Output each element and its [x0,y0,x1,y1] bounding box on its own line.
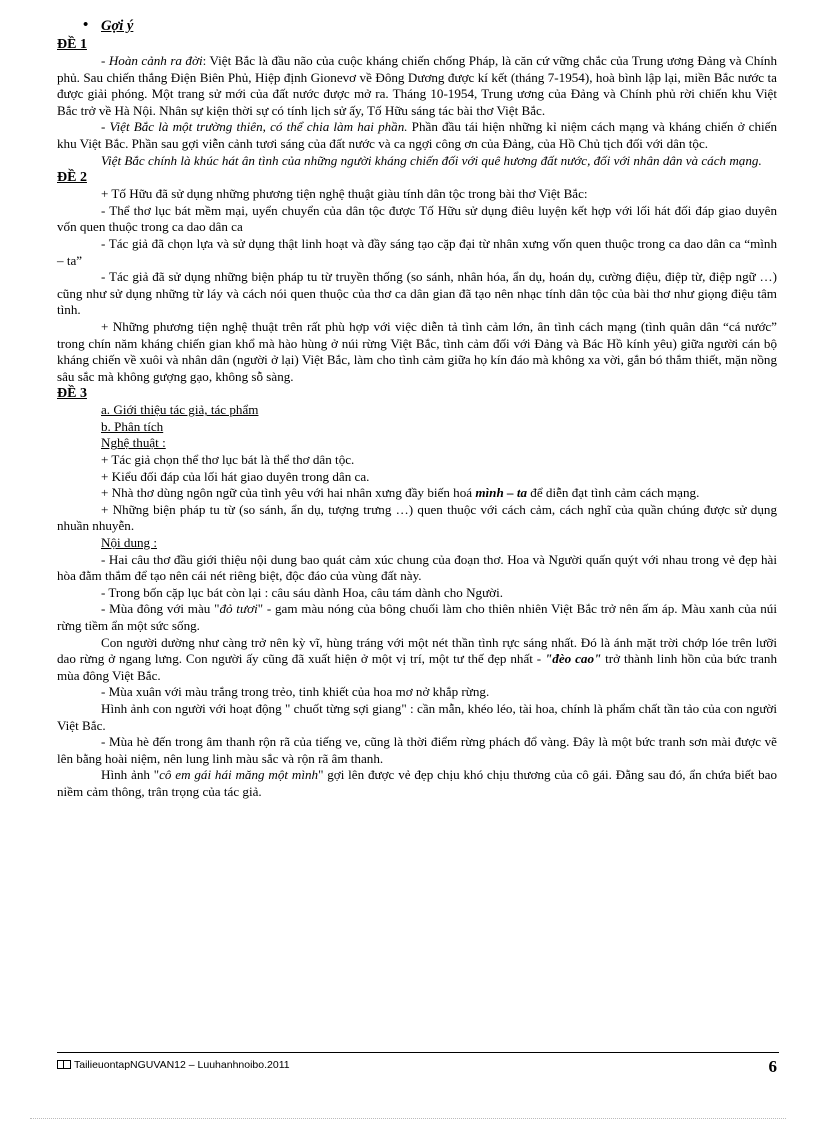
de3-nt-3: + Nhà thơ dùng ngôn ngữ của tình yêu với hai nhân xưng đầy biến hoá mình – ta để diễn đạt tình cảm cách mạng. [101,485,700,501]
de2-paragraph-2: - Thể thơ lục bát mềm mại, uyển chuyển của dân tộc được Tố Hữu sử dụng điêu luyện kết hợp với lối hát đối đáp giao duyên vốn quen thuộc trong ca dao dân ca [57,202,777,235]
de1-paragraph-1: - Hoàn cảnh ra đời: Việt Bắc là đầu não của cuộc kháng chiến chống Pháp, là căn cứ vững chắc của Trung ương Đảng và Chính phủ. Sau chiến thắng Điện Biên Phủ, Hiệp định Gionevơ về Đông Dương được kí kết (tháng 7-1954), hoà bình lập lại, miền Bắc nước ta được giải phóng. Một trang sử mới của đất nước được mở ra. Tháng 10-1954, Trung ương của Đảng và Chính phủ rời chiến khu Việt Bắc trở về Hà Nội. Nhân sự kiện thời sự có tính lịch sử ấy, Tố Hữu sáng tác bài thơ Việt Bắc. [57,53,777,118]
de3-nd-5: - Mùa xuân với màu trắng trong trẻo, tinh khiết của hoa mơ nở khắp rừng. [101,684,490,700]
de3-subheading-nghe-thuat: Nghệ thuật : [101,435,166,451]
de3-nt-4: + Những biện pháp tu từ (so sánh, ẩn dụ, tượng trưng …) quen thuộc với cách cảm, cách nghĩ của quần chúng được sử dụng nhuần nhuyễn. [57,501,777,534]
de3-item-b: b. Phân tích [101,418,164,434]
de3-nt-1: + Tác giả chọn thể thơ lục bát là thể thơ dân tộc. [101,452,355,468]
de3-nd-6: Hình ảnh con người với hoạt động " chuốt từng sợi giang" : cần mẫn, khéo léo, tài hoa, chính là phẩm chất tần tảo của con người Việt Bắc. [57,700,777,733]
de2-paragraph-1: + Tố Hữu đã sử dụng những phương tiện nghệ thuật giàu tính dân tộc trong bài thơ Việt Bắc: [101,186,588,202]
page-footer [57,1052,779,1083]
section-title-de3: ĐỀ 3 [57,386,87,402]
de3-nt-2: + Kiểu đối đáp của lối hát giao duyên trong dân ca. [101,468,370,484]
section-title-de1: ĐỀ 1 [57,37,87,52]
de3-nd-7: - Mùa hè đến trong âm thanh rộn rã của tiếng ve, cũng là thời điểm rừng phách đổ vàng. Đây là một bức tranh sơn mài được vẽ lên bằng hoài niệm, nên lung linh màu sắc và rộn rã âm thanh. [57,734,777,766]
de3-nd-3: - Mùa đông với màu "đỏ tươi" - gam màu nóng của bông chuối làm cho thiên nhiên Việt Bắc trở nên ấm áp. Màu xanh của núi rừng tiềm ẩn một sức sống. [57,601,777,633]
de3-subheading-noi-dung: Nội dung : [101,535,158,551]
de1-paragraph-3: Việt Bắc chính là khúc hát ân tình của những người kháng chiến đối với quê hương đất nước, đối với nhân dân và cách mạng. [101,152,762,168]
page-number: 6 [768,1057,777,1076]
de3-nd-4: Con người dường như càng trở nên kỳ vĩ, hùng tráng với một nét thần tình rực sáng nhất. Đó là ánh mặt trời chớp lóe trên lưỡi dao rừng ở ngang lưng. Con người ấy cũng đã xuất hiện ở một vị trí, một tư thế đẹp nhất - "đèo cao" trở thành linh hồn của bức tranh mùa đông Việt Bắc. [57,634,777,683]
document-page [57,18,777,801]
book-icon [57,1060,71,1069]
de3-nd-1: - Hai câu thơ đầu giới thiệu nội dung bao quát cảm xúc chung của đoạn thơ. Hoa và Người quấn quýt với nhau trong vẻ đẹp hài hòa đằm thắm để tạo nên cái nét riêng biệt, độc đáo của vùng đất này. [57,551,777,584]
de1-paragraph-2: - Việt Bắc là một trường thiên, có thể chia làm hai phần. Phần đầu tái hiện những kỉ niệm cách mạng và kháng chiến ở chiến khu Việt Bắc. Phần sau gợi viễn cảnh tươi sáng của đất nước và ca ngợi công ơn của Đảng, của Hồ Chủ tịch đối với dân tộc. [57,119,777,151]
de3-nd-8: Hình ảnh "cô em gái hái măng một mình" gợi lên được vẻ đẹp chịu khó chịu thương của cô gái. Đằng sau đó, ẩn chứa biết bao niềm cảm thông, trân trọng của tác giả. [57,767,777,799]
de2-paragraph-3: - Tác giả đã chọn lựa và sử dụng thật linh hoạt và đầy sáng tạo cặp đại từ nhân xưng vốn quen thuộc trong ca dao dân ca “mình – ta” [57,235,777,268]
de3-item-a: a. Giới thiệu tác giả, tác phẩm [101,402,259,418]
page-bottom-divider [30,1118,786,1119]
de3-nd-2: - Trong bốn cặp lục bát còn lại : câu sáu dành Hoa, câu tám dành cho Người. [101,584,504,600]
section-title-de2: ĐỀ 2 [57,170,87,186]
de2-paragraph-5: + Những phương tiện nghệ thuật trên rất phù hợp với việc diễn tả tình cảm lớn, ân tình cách mạng (tình quân dân “cá nước” trong chín năm kháng chiến gian khổ mà hào hùng ở núi rừng Việt Bắc, tình cảm đối với Đảng và Bác Hồ kính yêu) giữa người cán bộ kháng chiến về xuôi và nhân dân (người ở lại) Việt Bắc, làm cho tình cảm giữa họ kín đáo mà không xa vời, gắn bó thắm thiết, mặn nồng sâu sắc mà không gượng gạo, không sỗ sàng. [57,318,777,384]
footer-text: TailieuontapNGUVAN12 – Luuhanhnoibo.2011 [57,1059,290,1071]
heading-goi-y: • Gợi ý [57,18,777,36]
de2-paragraph-4: - Tác giả đã sử dụng những biện pháp tu từ truyền thống (so sánh, nhân hóa, ẩn dụ, hoán dụ, cường điệu, điệp từ, điệp ngữ …) cũng như sử dụng những từ láy và cách nói quen thuộc của thơ ca dân gian đã tạo nên nhạc tính dân tộc của bài thơ như giọng điệu tâm tình. [57,269,777,318]
